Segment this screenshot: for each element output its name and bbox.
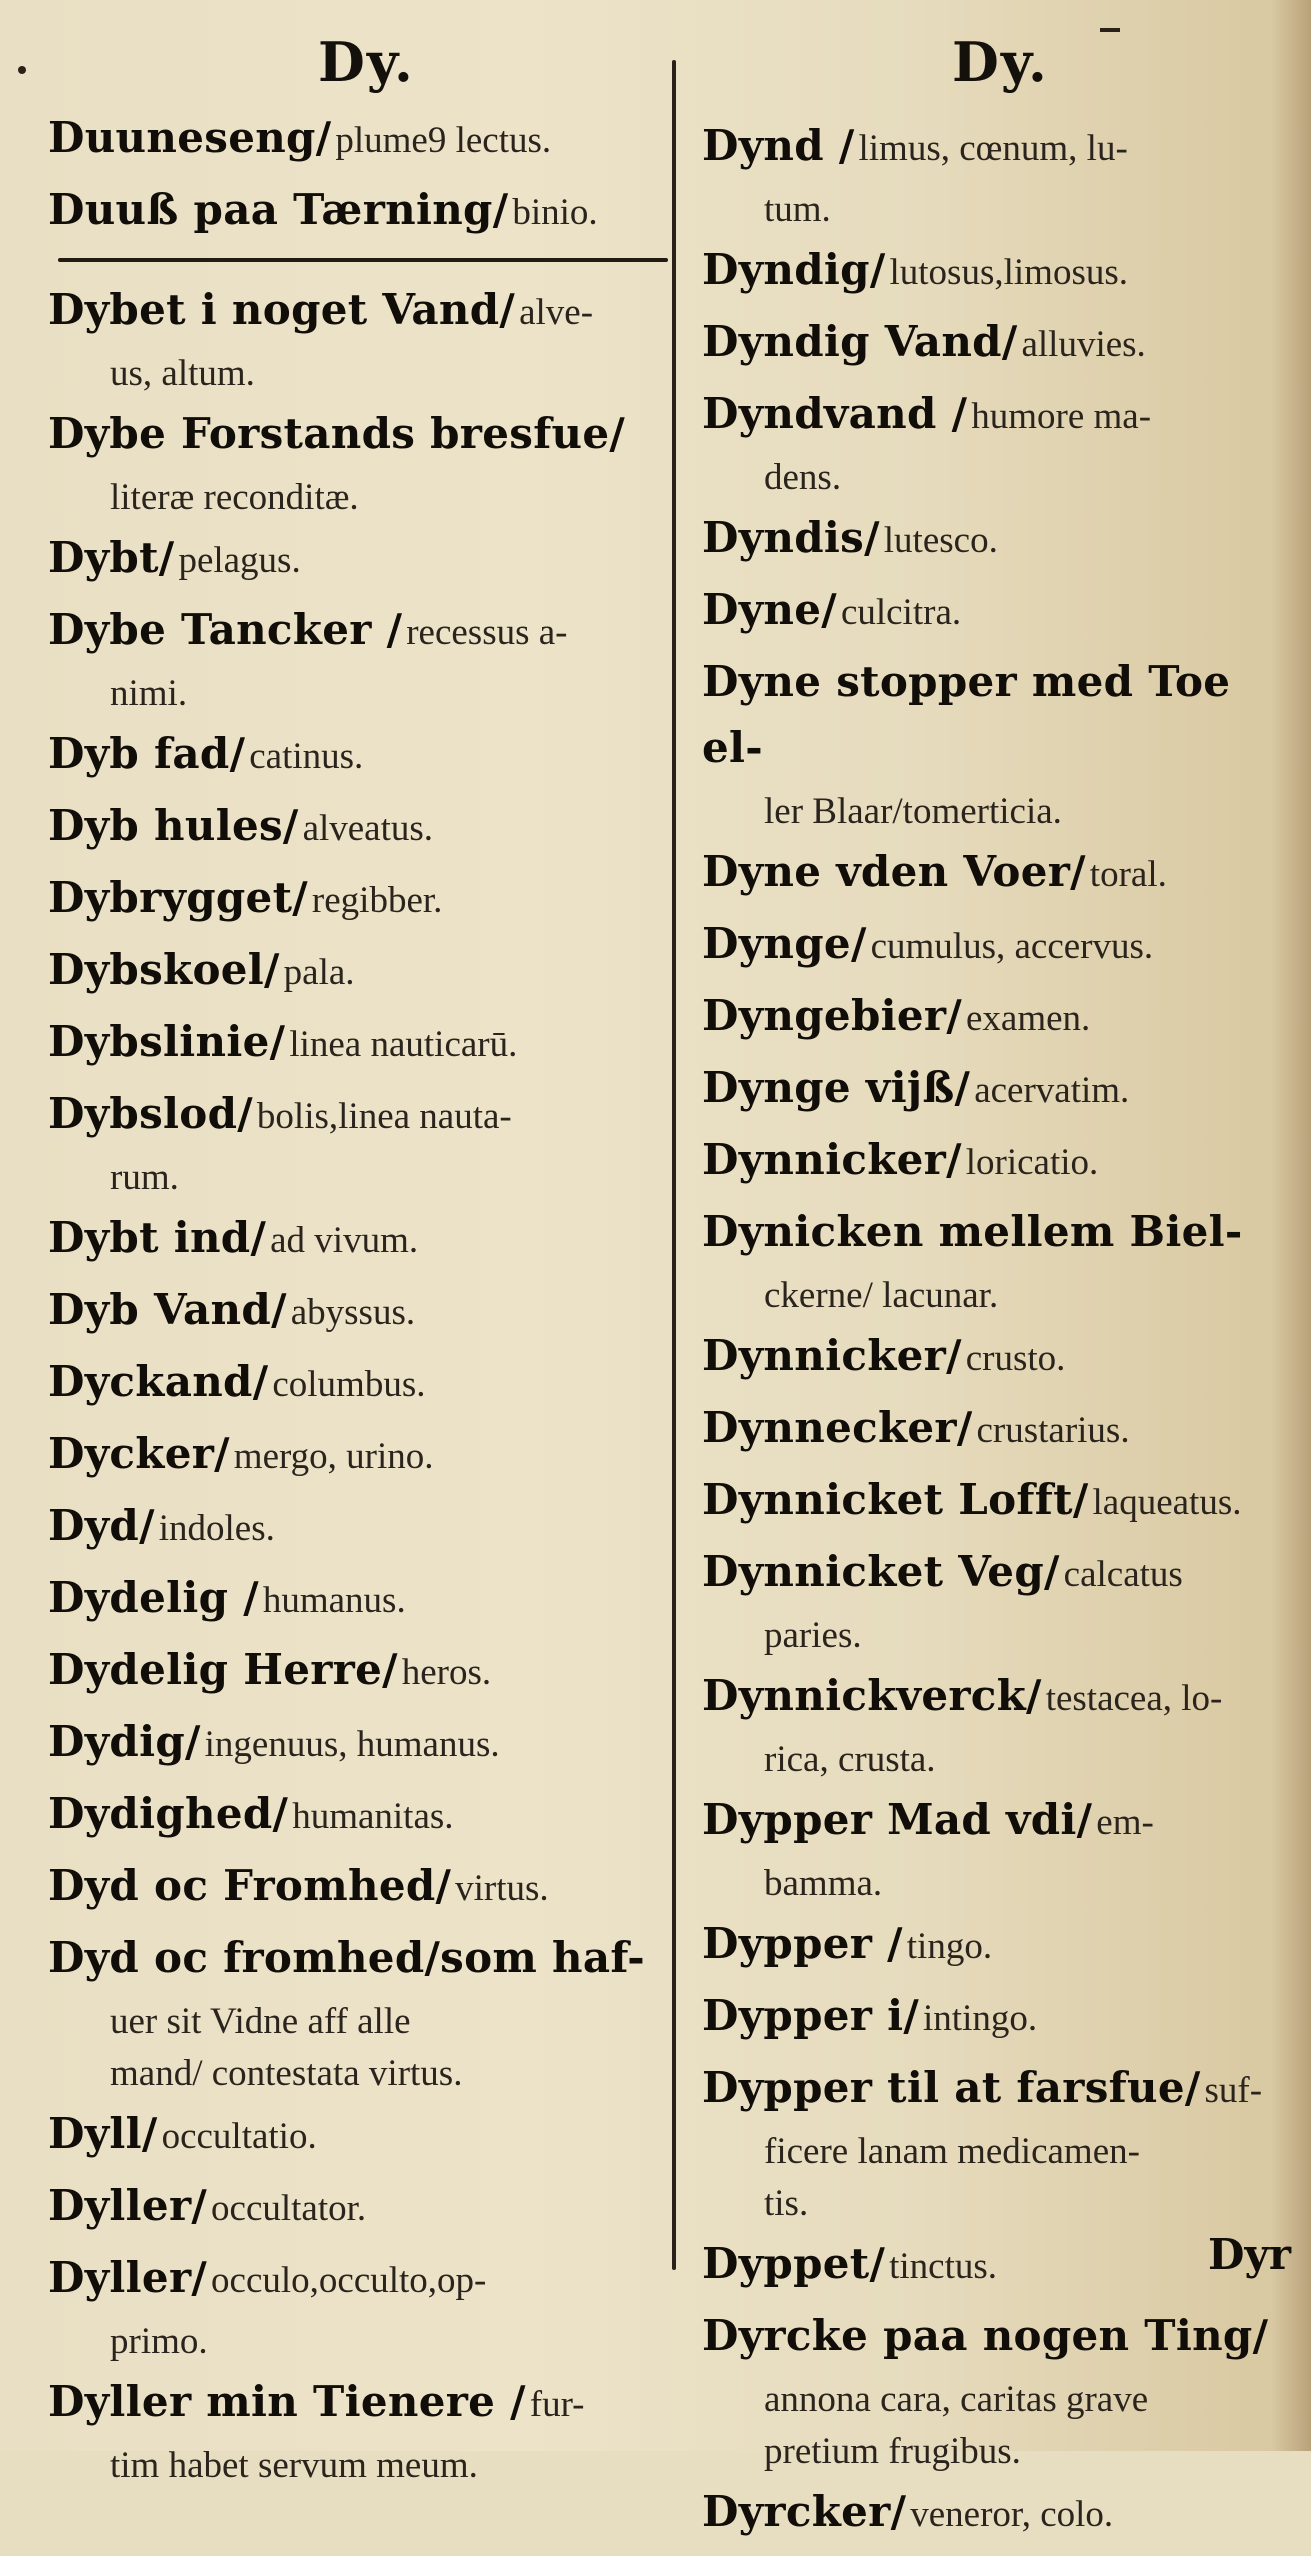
entry-gloss: occulo,occulto,op- <box>211 2260 487 2301</box>
entry-headword: Dynnicker/ <box>702 1331 962 1380</box>
entry-gloss: occultatio. <box>161 2116 317 2157</box>
dictionary-entry <box>702 2236 1292 2302</box>
dictionary-entry <box>702 1060 1292 1126</box>
entry-continuation: primo. <box>110 2321 208 2362</box>
left-running-head: Dy. <box>318 30 415 94</box>
entry-headword: Dydelig / <box>48 1573 259 1622</box>
entry-headword: Dynnickverck/ <box>702 1671 1042 1720</box>
entry-headword: Dypper / <box>702 1919 903 1968</box>
entry-headword: Dyppet/ <box>702 2239 886 2288</box>
entry-headword: Dynicken mellem Biel- <box>702 1207 1243 1256</box>
entry-continuation: tim habet servum meum. <box>110 2445 478 2486</box>
entry-gloss: tingo. <box>906 1926 993 1967</box>
entry-gloss: crustarius. <box>976 1410 1130 1451</box>
entry-continuation: ler Blaar/tomerticia. <box>764 791 1062 832</box>
dictionary-entry <box>48 406 670 524</box>
entry-gloss: bolis,linea nauta- <box>256 1096 512 1137</box>
dictionary-entry <box>48 2178 670 2244</box>
entry-headword: Dyb hules/ <box>48 801 299 850</box>
dictionary-entry <box>48 726 670 792</box>
dictionary-entry <box>48 2106 670 2172</box>
entry-continuation: mand/ contestata virtus. <box>110 2053 463 2094</box>
dictionary-entry <box>702 1472 1292 1538</box>
entry-continuation: rica, crusta. <box>764 1739 936 1780</box>
entry-continuation: paries. <box>764 1615 862 1656</box>
ink-mark <box>1100 28 1120 32</box>
entry-headword: Dynnicket Veg/ <box>702 1547 1060 1596</box>
dictionary-entry <box>702 1132 1292 1198</box>
section-rule <box>58 258 668 262</box>
right-running-head: Dy. <box>952 30 1049 94</box>
entry-gloss: cumulus, accervus. <box>870 926 1154 967</box>
entry-headword: Dypper til at farsfue/ <box>702 2063 1201 2112</box>
dictionary-entry <box>48 1570 670 1636</box>
entry-headword: Dybslod/ <box>48 1089 253 1138</box>
entry-headword: Dybrygget/ <box>48 873 308 922</box>
dictionary-entry <box>48 602 670 720</box>
entry-gloss: laqueatus. <box>1092 1482 1242 1523</box>
dictionary-entry <box>48 1858 670 1924</box>
entry-gloss: humanitas. <box>292 1796 454 1837</box>
dictionary-entry <box>702 844 1292 910</box>
entry-headword: Dyd oc Fromhed/ <box>48 1861 452 1910</box>
dictionary-entry <box>702 988 1292 1054</box>
entry-headword: Dyll/ <box>48 2109 158 2158</box>
entry-headword: Dyrcke paa nogen Ting/ <box>702 2311 1269 2360</box>
entry-gloss: abyssus. <box>290 1292 416 1333</box>
entry-headword: Dyne stopper med Toe el- <box>702 657 1231 772</box>
entry-continuation: us, altum. <box>110 353 255 394</box>
entry-headword: Dyller/ <box>48 2253 208 2302</box>
dictionary-entry <box>702 2060 1292 2230</box>
entry-gloss: humanus. <box>262 1580 406 1621</box>
dictionary-entry <box>48 2374 670 2492</box>
entry-gloss: lutesco. <box>883 520 998 561</box>
entry-headword: Dyller/ <box>48 2181 208 2230</box>
entry-headword: Dynge/ <box>702 919 867 968</box>
entry-headword: Dybskoel/ <box>48 945 280 994</box>
entry-gloss: indoles. <box>158 1508 275 1549</box>
dictionary-entry <box>702 510 1292 576</box>
dictionary-entry <box>48 530 670 596</box>
dictionary-entry <box>48 1786 670 1852</box>
entry-headword: Dydig/ <box>48 1717 201 1766</box>
entry-continuation: ckerne/ lacunar. <box>764 1275 999 1316</box>
dictionary-entry <box>702 582 1292 648</box>
right-entries <box>702 118 1292 2556</box>
entry-continuation: rum. <box>110 1157 179 1198</box>
entry-headword: Dydighed/ <box>48 1789 289 1838</box>
dictionary-entry <box>702 1400 1292 1466</box>
entry-headword: Dyne vden Voer/ <box>702 847 1086 896</box>
entry-headword: Dybslinie/ <box>48 1017 286 1066</box>
entry-gloss: em- <box>1096 1802 1154 1843</box>
dictionary-entry <box>48 1426 670 1492</box>
dictionary-entry <box>48 798 670 864</box>
dictionary-entry <box>702 314 1292 380</box>
entry-headword: Dybet i noget Vand/ <box>48 285 516 334</box>
dictionary-entry <box>48 1498 670 1564</box>
dictionary-entry <box>702 118 1292 236</box>
dictionary-entry <box>702 1204 1292 1322</box>
dictionary-entry <box>48 1642 670 1708</box>
entry-continuation: literæ reconditæ. <box>110 477 359 518</box>
dictionary-entry <box>702 1668 1292 1786</box>
dictionary-entry <box>702 916 1292 982</box>
entry-gloss: suf- <box>1204 2070 1263 2111</box>
entry-gloss: columbus. <box>272 1364 426 1405</box>
entry-headword: Dyndvand / <box>702 389 968 438</box>
dictionary-entry <box>702 2484 1292 2550</box>
entry-headword: Dyndis/ <box>702 513 880 562</box>
entry-headword: Dyngebier/ <box>702 991 962 1040</box>
entry-continuation: nimi. <box>110 673 188 714</box>
entry-gloss: alveatus. <box>302 808 434 849</box>
dictionary-entry <box>48 1086 670 1204</box>
entry-gloss: veneror, colo. <box>910 2494 1114 2535</box>
entry-gloss: toral. <box>1089 854 1167 895</box>
entry-gloss: tinctus. <box>889 2246 998 2287</box>
dictionary-entry <box>48 1930 670 2100</box>
ink-speck <box>18 66 26 74</box>
entry-gloss: virtus. <box>455 1868 549 1909</box>
entry-gloss: recessus a- <box>406 612 568 653</box>
dictionary-entry <box>48 1714 670 1780</box>
entry-headword: Dybe Forstands bresfue/ <box>48 409 626 458</box>
entry-gloss: heros. <box>401 1652 492 1693</box>
entry-headword: Duuß paa Tærning/ <box>48 185 509 234</box>
entry-headword: Dybe Tancker / <box>48 605 403 654</box>
entry-headword: Dypper i/ <box>702 1991 920 2040</box>
left-entries <box>48 282 670 2498</box>
dictionary-entry <box>702 1988 1292 2054</box>
dictionary-entry <box>48 2250 670 2368</box>
entry-gloss: examen. <box>965 998 1091 1039</box>
entry-headword: Dycker/ <box>48 1429 230 1478</box>
entry-gloss: intingo. <box>923 1998 1038 2039</box>
entry-gloss: mergo, urino. <box>233 1436 434 1477</box>
entry-gloss: ad vivum. <box>270 1220 419 1261</box>
entry-gloss: calcatus <box>1063 1554 1183 1595</box>
entry-headword: Dypper Mad vdi/ <box>702 1795 1093 1844</box>
dictionary-entry <box>702 242 1292 308</box>
entry-headword: Dyller min Tienere / <box>48 2377 526 2426</box>
entry-gloss: catinus. <box>249 736 364 777</box>
dictionary-entry <box>48 1210 670 1276</box>
entry-continuation: tis. <box>764 2183 809 2224</box>
entry-gloss: pala. <box>283 952 355 993</box>
entry-gloss: fur- <box>529 2384 585 2425</box>
entry-gloss: limus, cœnum, lu- <box>858 128 1128 169</box>
entry-headword: Dyb Vand/ <box>48 1285 287 1334</box>
dictionary-entry <box>48 1282 670 1348</box>
entry-gloss: culcitra. <box>840 592 962 633</box>
dictionary-entry <box>48 942 670 1008</box>
entry-headword: Dyndig/ <box>702 245 886 294</box>
entry-headword: Dyd/ <box>48 1501 155 1550</box>
entry-gloss: binio. <box>512 192 598 233</box>
entry-continuation: pretium frugibus. <box>764 2431 1021 2472</box>
entry-gloss: acervatim. <box>974 1070 1130 1111</box>
entry-continuation: uer sit Vidne aff alle <box>110 2001 411 2042</box>
column-divider <box>672 60 676 2270</box>
dictionary-entry <box>48 282 670 400</box>
entry-headword: Dyndig Vand/ <box>702 317 1018 366</box>
entry-continuation: dens. <box>764 457 842 498</box>
entry-headword: Dynnicker/ <box>702 1135 962 1184</box>
entry-headword: Dynnecker/ <box>702 1403 973 1452</box>
catchword: Dyr <box>1208 2230 1291 2279</box>
left-top-entries <box>48 110 670 254</box>
entry-headword: Dynge vijß/ <box>702 1063 971 1112</box>
entry-headword: Dyrcker/ <box>702 2487 907 2536</box>
dictionary-entry <box>702 1916 1292 1982</box>
dictionary-entry <box>48 110 670 176</box>
dictionary-entry <box>702 2308 1292 2478</box>
entry-continuation: annona cara, caritas grave <box>764 2379 1149 2420</box>
entry-headword: Dynnicket Lofft/ <box>702 1475 1089 1524</box>
entry-headword: Dynd / <box>702 121 855 170</box>
entry-gloss: crusto. <box>965 1338 1066 1379</box>
entry-gloss: testacea, lo- <box>1045 1678 1223 1719</box>
dictionary-entry <box>48 1354 670 1420</box>
entry-headword: Dydelig Herre/ <box>48 1645 398 1694</box>
dictionary-entry <box>48 182 670 248</box>
entry-gloss: occultator. <box>211 2188 367 2229</box>
entry-headword: Dybt/ <box>48 533 175 582</box>
dictionary-entry <box>702 386 1292 504</box>
entry-gloss: loricatio. <box>965 1142 1099 1183</box>
entry-continuation: ficere lanam medicamen- <box>764 2131 1140 2172</box>
dictionary-entry <box>48 870 670 936</box>
dictionary-entry <box>702 1328 1292 1394</box>
dictionary-entry <box>48 1014 670 1080</box>
dictionary-entry <box>702 654 1292 838</box>
entry-headword: Dyb fad/ <box>48 729 246 778</box>
entry-headword: Dyckand/ <box>48 1357 269 1406</box>
entry-continuation: tum. <box>764 189 831 230</box>
entry-gloss: ingenuus, humanus. <box>204 1724 500 1765</box>
entry-gloss: lutosus,limosus. <box>889 252 1128 293</box>
entry-headword: Dyd oc fromhed/som haf- <box>48 1933 646 1982</box>
entry-gloss: humore ma- <box>971 396 1152 437</box>
entry-headword: Duuneseng/ <box>48 113 332 162</box>
entry-gloss: linea nauticarū. <box>289 1024 518 1065</box>
entry-gloss: pelagus. <box>178 540 301 581</box>
entry-gloss: alve- <box>519 292 594 333</box>
entry-gloss: plume9 lectus. <box>335 120 552 161</box>
entry-headword: Dybt ind/ <box>48 1213 267 1262</box>
dictionary-entry <box>702 1792 1292 1910</box>
entry-gloss: alluvies. <box>1021 324 1146 365</box>
entry-gloss: regibber. <box>311 880 443 921</box>
dictionary-entry <box>702 1544 1292 1662</box>
entry-continuation: bamma. <box>764 1863 883 1904</box>
entry-headword: Dyne/ <box>702 585 837 634</box>
